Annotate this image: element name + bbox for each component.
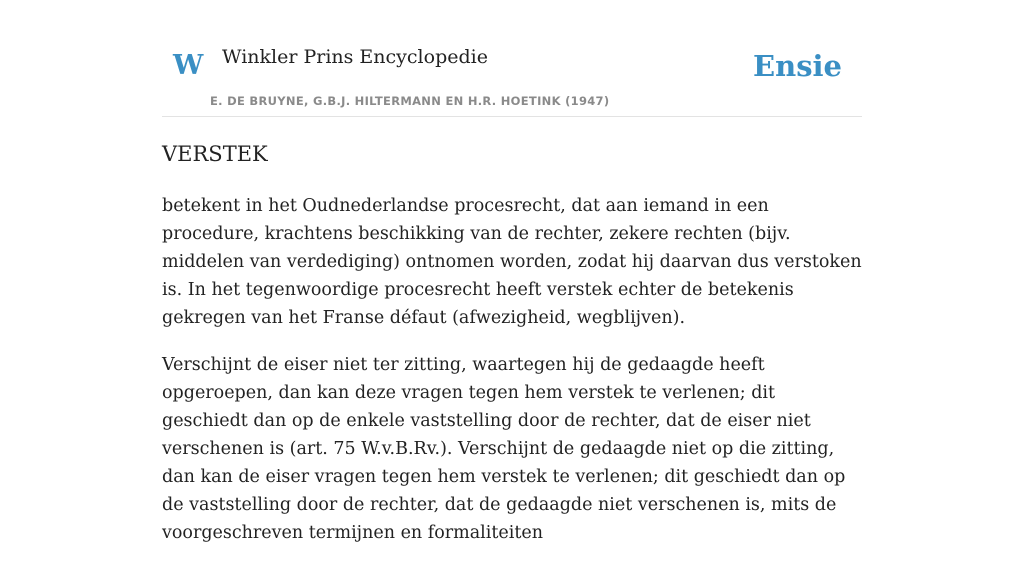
site-header [162,0,862,117]
ensie-logo[interactable]: Ensie [753,49,842,83]
entry-title: VERSTEK [162,142,268,166]
entry-body [162,192,862,566]
winkler-prins-logo[interactable]: W [173,50,204,81]
page [162,0,862,543]
entry-paragraph: Verschijnt de eiser niet ter zitting, waartegen hij de gedaagde heeft opgeroepen, dan kan deze vragen tegen hem verstek te verlenen; dit geschiedt dan op de enkele vaststelling door de rechter, dat de eiser niet verschenen is (art. 75 W.v.B.Rv.). Verschijnt de gedaagde niet op die zitting, dan kan de eiser vragen tegen hem verstek te verlenen; dit geschiedt dan op de vaststelling door de rechter, dat de gedaagde niet verschenen is, mits de voorgeschreven termijnen en formaliteiten [162,355,846,543]
source-title[interactable]: Winkler Prins Encyclopedie [222,46,488,68]
entry-paragraph: betekent in het Oudnederlandse procesrecht, dat aan iemand in een procedure, krachtens beschikking van de rechter, zekere rechten (bijv. middelen van verdediging) ontnomen worden, zodat hij daarvan dus verstoken is. In het tegenwoordige procesrecht heeft verstek echter de betekenis gekregen van het Franse défaut (afwezigheid, wegblijven). [162,196,862,328]
source-authors: E. DE BRUYNE, G.B.J. HILTERMANN EN H.R. HOETINK (1947) [210,94,610,108]
